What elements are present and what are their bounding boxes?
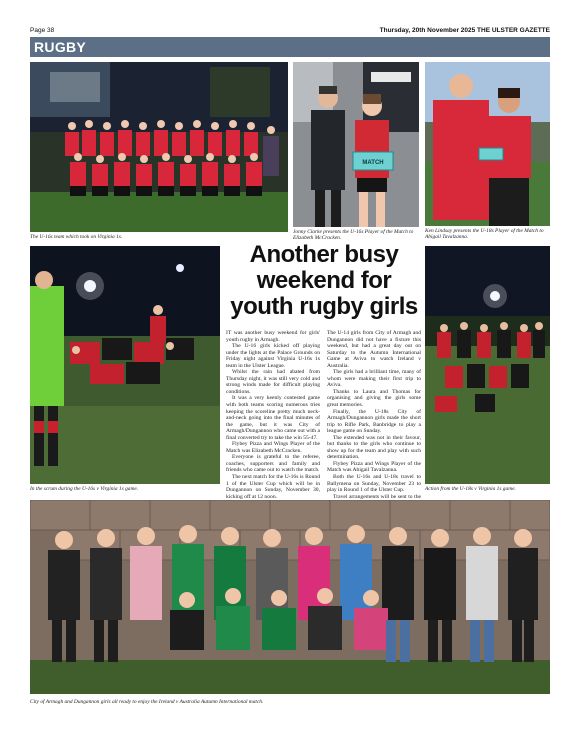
article-paragraph: Everyone is grateful to the referee, coaches, supporters and family and friends who came out to watch the match.: [226, 454, 320, 474]
group-photo-caption: City of Armagh and Dungannon girls all ready to enjoy the Ireland v Australia Autumn International match.: [30, 699, 264, 705]
article-paragraph: Travel arrangements will be sent to the: [333, 493, 421, 500]
article-column-2: [327, 330, 421, 507]
scrum-image: [30, 246, 220, 484]
article-headline: [226, 242, 422, 320]
u18-player-photo: [425, 62, 550, 226]
scrum-caption: In the scrum during the U-16s v Virginia 1s game.: [30, 486, 139, 492]
article-paragraph: The U-14 girls from City of Armagh and Dungannon did not have a fixture this weekend, but had a great day out on Saturday to the Autumn International Game at Aviva to watch Ireland v Australia.: [327, 330, 421, 369]
page-number: Page 38: [30, 27, 55, 34]
article-paragraph: Finally, the U-18s City of Armagh/Dungannon girls made the short trip to Rifle Park, Banbridge to play a league game on Sunday.: [327, 408, 421, 435]
article-paragraph: The next match for the U-16s is Round 1 of the Ulster Cup which will be in Dungannon on Sunday, November 30, kicking off at 12 noon.: [226, 474, 320, 500]
team-photo-image: [30, 62, 288, 232]
group-photo-image: [30, 500, 550, 694]
action-image: [425, 246, 550, 484]
article-paragraph: Flybey Pizza and Wings Player of the Match was Abigail Tavalzanna.: [327, 460, 421, 474]
article-paragraph: The U-16 girls kicked off playing under the lights at the Palace Grounds on Friday night against Virginia U-16s 1s team in the Ulster League.: [226, 343, 320, 369]
headline-line-2: weekend for: [256, 267, 392, 294]
article-paragraph: IT was another busy weekend for girls' youth rugby in Armagh.: [226, 330, 320, 343]
page-header: [30, 25, 550, 37]
article-paragraph: Both the U-16s and U-18s travel to Ballymena on Sunday, November 23 to play in Round 1 of the Ulster Cup.: [327, 474, 421, 494]
scrum-photo: [30, 246, 220, 484]
u18-player-image: [425, 62, 550, 226]
article-paragraph: Flybey Pizza and Wings Player of the Match was Elizabeth McCracken.: [226, 441, 320, 454]
u16-player-caption: Jonny Clarke presents the U-16s Player of the Match to Elizabeth McCracken.: [293, 229, 414, 242]
article-paragraph: The extended was not in their favour, but thanks to the girls who continue to show up for the team and play with such determination.: [327, 434, 421, 461]
action-caption: Action from the U-18s v Virginia 1s game.: [425, 486, 516, 492]
team-photo-caption: The U-16s team which took on Virginia 1s.: [30, 234, 123, 240]
headline-line-3: youth rugby girls: [230, 293, 418, 320]
section-banner: [30, 37, 550, 57]
action-photo: [425, 246, 550, 484]
u16-player-photo: [293, 62, 419, 227]
team-photo: [30, 62, 288, 232]
headline-line-1: Another busy: [249, 241, 399, 268]
date-and-paper-name: Thursday, 20th November 2025 THE ULSTER GAZETTE: [379, 27, 550, 34]
section-title: RUGBY: [34, 39, 87, 55]
article-column-1: [226, 330, 320, 500]
u16-player-image: [293, 62, 419, 227]
article-paragraph: It was a very keenly contested game with both teams scoring numerous tries keeping the scoreline pretty much neck-and-neck going into the final minutes of the game, but it was City of Armagh/Dungannon who came out with a final converted try to take the win 55-47.: [226, 395, 320, 441]
article-paragraph: Whilst the rain had abated from Thursday night, it was still very cold and strong winds made for difficult playing conditions.: [226, 369, 320, 395]
group-photo: [30, 500, 550, 694]
u18-player-caption: Ken Lindsay presents the U-18s Player of the Match to Abigail Tavalzanna.: [425, 228, 544, 241]
article-paragraph: Thanks to Laura and Thomas for organising and giving the girls some great memories.: [327, 388, 421, 409]
article-paragraph: The girls had a brilliant time, many of whom were making their first trip to Aviva.: [327, 369, 421, 389]
award-plaque-text: MATCH: [362, 160, 384, 166]
